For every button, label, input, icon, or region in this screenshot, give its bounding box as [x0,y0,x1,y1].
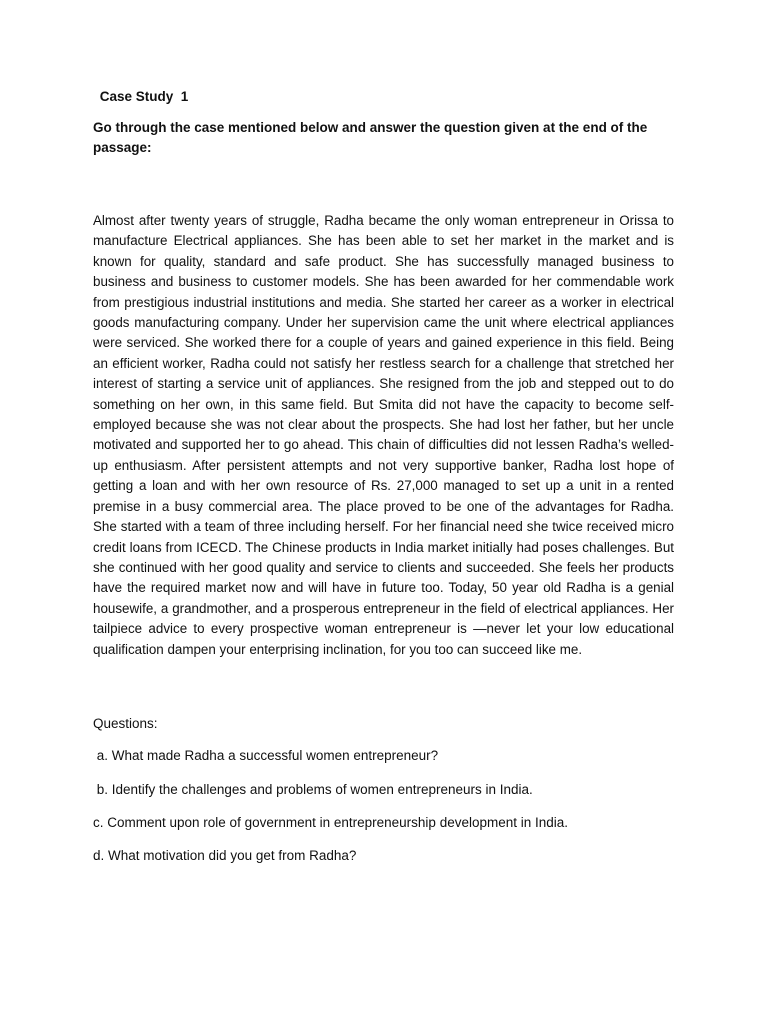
instruction-text: Go through the case mentioned below and answer the question given at the end of the passage: [93,120,648,155]
question-c: c. Comment upon role of government in entrepreneurship development in India. [93,815,569,830]
question-a: a. What made Radha a successful women entrepreneur? [93,748,439,763]
case-study-title: Case Study 1 [96,89,189,104]
case-passage: Almost after twenty years of struggle, Radha became the only woman entrepreneur in Orissa to manufacture Electrical appliances. She has been able to set her market in the market and is known for quality, standard and safe product. She has successfully managed business to business and business to customer models. She has been awarded for her commendable work from prestigious industrial institutions and media. She started her career as a worker in electrical goods manufacturing company. Under her supervision came the unit where electrical appliances were serviced. She worked there for a couple of years and gained experience in this field. Being an efficient worker, Radha could not satisfy her restless search for a challenge that stretched her interest of starting a service unit of appliances. She resigned from the job and stepped out to do something on her own, in this same field. But Smita did not have the capacity to become self-employed because she was not clear about the prospects. She had lost her father, but her uncle motivated and supported her to go ahead. This chain of difficulties did not lessen Radha’s welled-up enthusiasm. After persistent attempts and not very supportive banker, Radha lost hope of getting a loan and with her own resource of Rs. 27,000 managed to set up a unit in a rented premise in a busy commercial area. The place proved to be one of the advantages for Radha. She started with a team of three including herself. For her financial need she twice received micro credit loans from ICECD. The Chinese products in India market initially had poses challenges. But she continued with her good quality and service to clients and succeeded. She feels her products have the required market now and will have in future too. Today, 50 year old Radha is a genial housewife, a grandmother, and a prosperous entrepreneur in the field of electrical appliances. Her tailpiece advice to every prospective woman entrepreneur is ―never let your low educational qualification dampen your enterprising inclination, for you too can succeed like me. [93,213,674,657]
question-d: d. What motivation did you get from Radha? [93,848,357,863]
questions-heading: Questions: [93,716,158,731]
question-b: b. Identify the challenges and problems of women entrepreneurs in India. [93,782,533,797]
